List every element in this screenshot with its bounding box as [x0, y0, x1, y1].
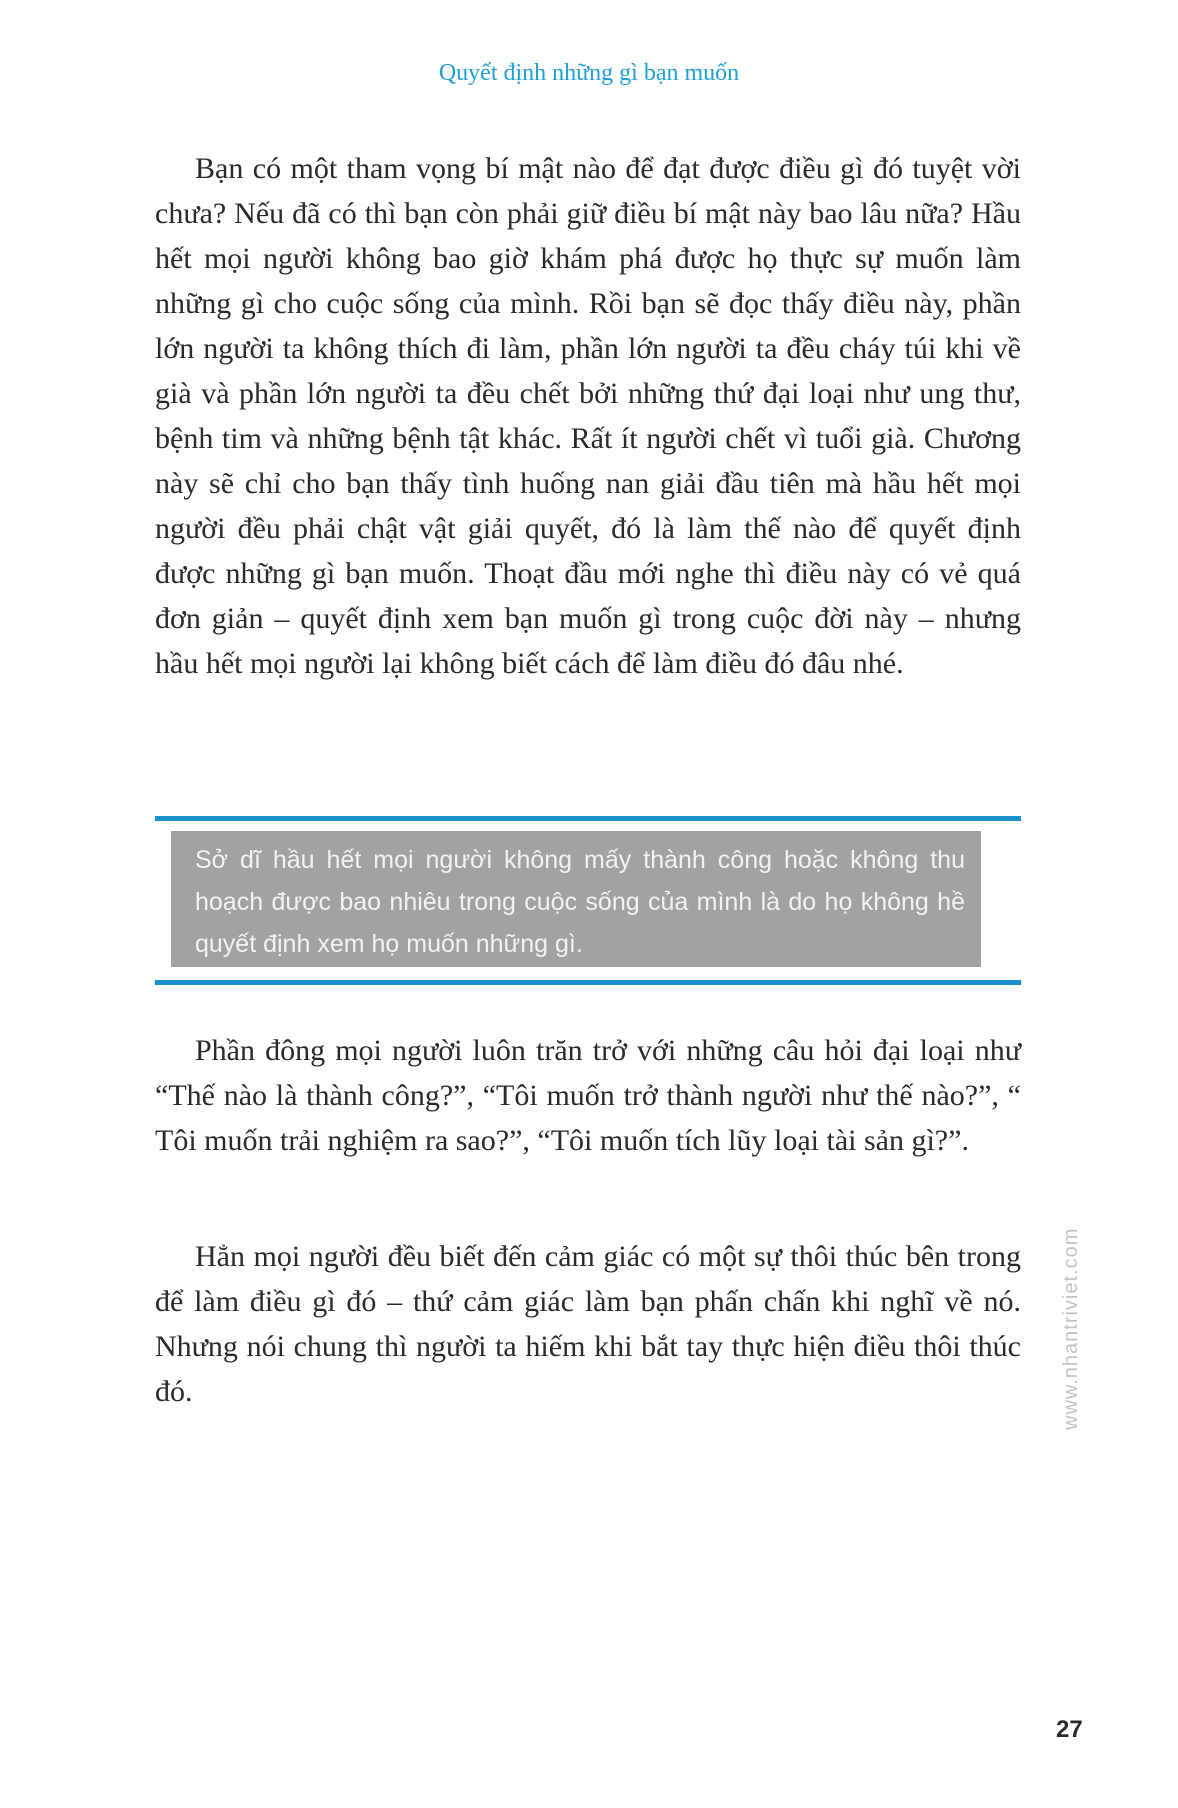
running-title: Quyết định những gì bạn muốn [438, 60, 740, 86]
paragraph-1-text: Bạn có một tham vọng bí mật nào để đạt được điều gì đó tuyệt vời chưa? Nếu đã có thì bạn còn phải giữ điều bí mật này bao lâu nữa? Hầu hết mọi người không bao giờ khám phá được họ thực sự muốn làm những gì cho cuộc sống của mình. Rồi bạn sẽ đọc thấy điều này, phần lớn người ta không thích đi làm, phần lớn người ta đều cháy túi khi về già và phần lớn người ta đều chết bởi những thứ đại loại như ung thư, bệnh tim và những bệnh tật khác. Rất ít người chết vì tuổi già. Chương này sẽ chỉ cho bạn thấy tình huống nan giải đầu tiên mà hầu hết mọi người đều phải chật vật giải quyết, đó là làm thế nào để quyết định được những gì bạn muốn. Thoạt đầu mới nghe thì điều này có vẻ quá đơn giản – quyết định xem bạn muốn gì trong cuộc đời này – nhưng hầu hết mọi người lại không biết cách để làm điều đó đâu nhé. [155, 152, 1021, 680]
website-watermark: www.nhantriviet.com [1060, 1227, 1082, 1430]
pull-quote-text: Sở dĩ hầu hết mọi người không mấy thành công hoặc không thu hoạch được bao nhiêu trong cuộc sống của mình là do họ không hề quyết định xem họ muốn những gì. [171, 831, 981, 967]
paragraph-2-text: Phần đông mọi người luôn trăn trở với những câu hỏi đại loại như “Thế nào là thành công?”, “Tôi muốn trở thành người như thế nào?”, “ Tôi muốn trải nghiệm ra sao?”, “Tôi muốn tích lũy loại tài sản gì?”. [155, 1034, 1021, 1157]
paragraph-3-text: Hẳn mọi người đều biết đến cảm giác có một sự thôi thúc bên trong để làm điều gì đó – thứ cảm giác làm bạn phấn chấn khi nghĩ về nó. Nhưng nói chung thì người ta hiếm khi bắt tay thực hiện điều thôi thúc đó. [155, 1240, 1021, 1408]
body-paragraph-3 [155, 1234, 1021, 1414]
pull-quote-bottom-rule [155, 980, 1021, 985]
pull-quote [155, 816, 1021, 986]
page-number: 27 [1056, 1716, 1083, 1743]
body-paragraph-2 [155, 1028, 1021, 1163]
pull-quote-top-rule [155, 816, 1021, 821]
body-paragraph-1 [155, 146, 1021, 686]
